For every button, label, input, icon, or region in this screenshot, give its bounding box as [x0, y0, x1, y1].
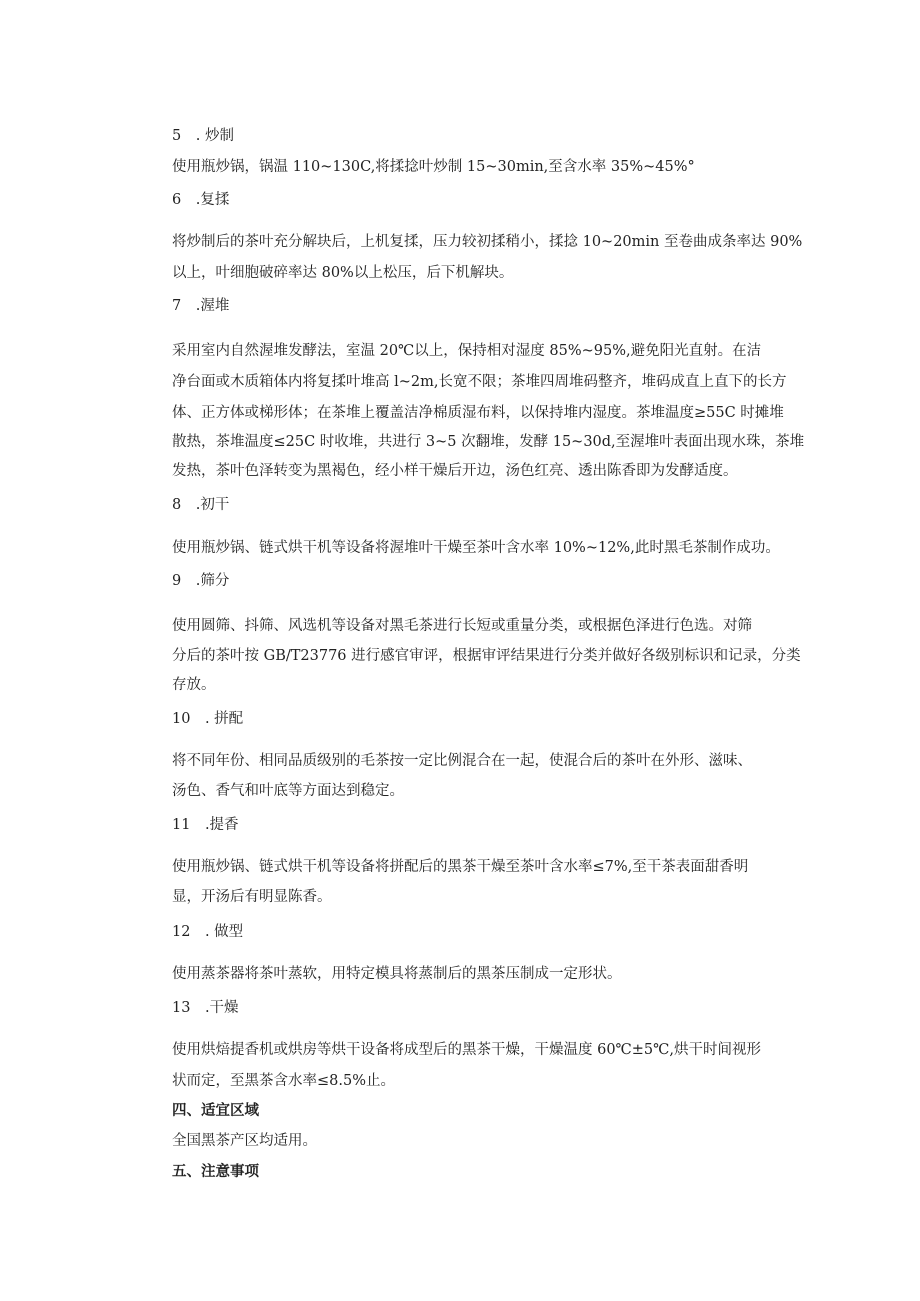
step-7-text-line-3: 体、正方体或梯形体；在茶堆上覆盖洁净棉质湿布料，以保持堆内湿度。茶堆温度≥55C 时摊堆: [172, 405, 784, 421]
section-4-heading: 四、适宜区域: [172, 1103, 259, 1119]
step-13-heading: 13 .干燥: [172, 1000, 239, 1016]
step-7-text-line-5: 发热，茶叶色泽转变为黑褐色，经小样干燥后开边，汤色红亮、透出陈香即为发酵适度。: [172, 463, 738, 479]
step-5-text: 使用瓶炒锅，锅温 110~130C,将揉捻叶炒制 15~30min,至含水率 35%~45%°: [172, 159, 695, 175]
step-12-heading: 12 . 做型: [172, 924, 244, 940]
step-13-text-line-2: 状而定，至黑茶含水率≤8.5%止。: [172, 1073, 395, 1089]
section-5-heading: 五、注意事项: [172, 1164, 259, 1180]
step-10-text-line-1: 将不同年份、相同品质级别的毛茶按一定比例混合在一起，使混合后的茶叶在外形、滋味、: [172, 753, 752, 769]
step-9-heading: 9 .筛分: [172, 573, 230, 589]
step-7-text-line-4: 散热，茶堆温度≤25C 时收堆，共进行 3~5 次翻堆，发酵 15~30d,至渥堆叶表面出现水珠，茶堆: [172, 434, 805, 450]
step-9-text-line-3: 存放。: [172, 677, 216, 693]
step-7-text-line-1: 采用室内自然渥堆发酵法，室温 20℃以上，保持相对湿度 85%~95%,避免阳光直射。在洁: [172, 343, 762, 359]
step-5-heading: 5 . 炒制: [172, 128, 234, 144]
step-10-heading: 10 . 拼配: [172, 711, 244, 727]
section-4-text: 全国黑茶产区均适用。: [172, 1133, 317, 1149]
step-10-text-line-2: 汤色、香气和叶底等方面达到稳定。: [172, 783, 404, 799]
step-6-heading: 6 .复揉: [172, 192, 230, 208]
step-11-heading: 11 .提香: [172, 817, 239, 833]
step-9-text-line-1: 使用圆筛、抖筛、风选机等设备对黑毛茶进行长短或重量分类，或根据色泽进行色选。对筛: [172, 618, 752, 634]
step-9-text-line-2: 分后的茶叶按 GB/T23776 进行感官审评，根据审评结果进行分类并做好各级别标识和记录，分类: [172, 648, 801, 664]
step-6-text-line-2: 以上，叶细胞破碎率达 80%以上松压，后下机解块。: [172, 265, 514, 281]
step-11-text-line-2: 显，开汤后有明显陈香。: [172, 889, 332, 905]
step-8-heading: 8 .初干: [172, 497, 230, 513]
step-7-text-line-2: 净台面或木质箱体内将复揉叶堆高 l~2m,长宽不限；茶堆四周堆码整齐，堆码成直上直下的长方: [172, 374, 787, 390]
step-11-text-line-1: 使用瓶炒锅、链式烘干机等设备将拼配后的黑茶干燥至茶叶含水率≤7%,至干茶表面甜香明: [172, 859, 749, 875]
step-12-text: 使用蒸茶器将茶叶蒸软，用特定模具将蒸制后的黑茶压制成一定形状。: [172, 966, 622, 982]
step-7-heading: 7 .渥堆: [172, 298, 230, 314]
step-13-text-line-1: 使用烘焙提香机或烘房等烘干设备将成型后的黑茶干燥，干燥温度 60℃±5℃,烘干时间视形: [172, 1042, 761, 1058]
step-6-text-line-1: 将炒制后的茶叶充分解块后，上机复揉，压力较初揉稍小，揉捻 10~20min 至卷曲成条率达 90%: [172, 234, 803, 250]
step-8-text: 使用瓶炒锅、链式烘干机等设备将渥堆叶干燥至茶叶含水率 10%~12%,此时黑毛茶制作成功。: [172, 540, 780, 556]
